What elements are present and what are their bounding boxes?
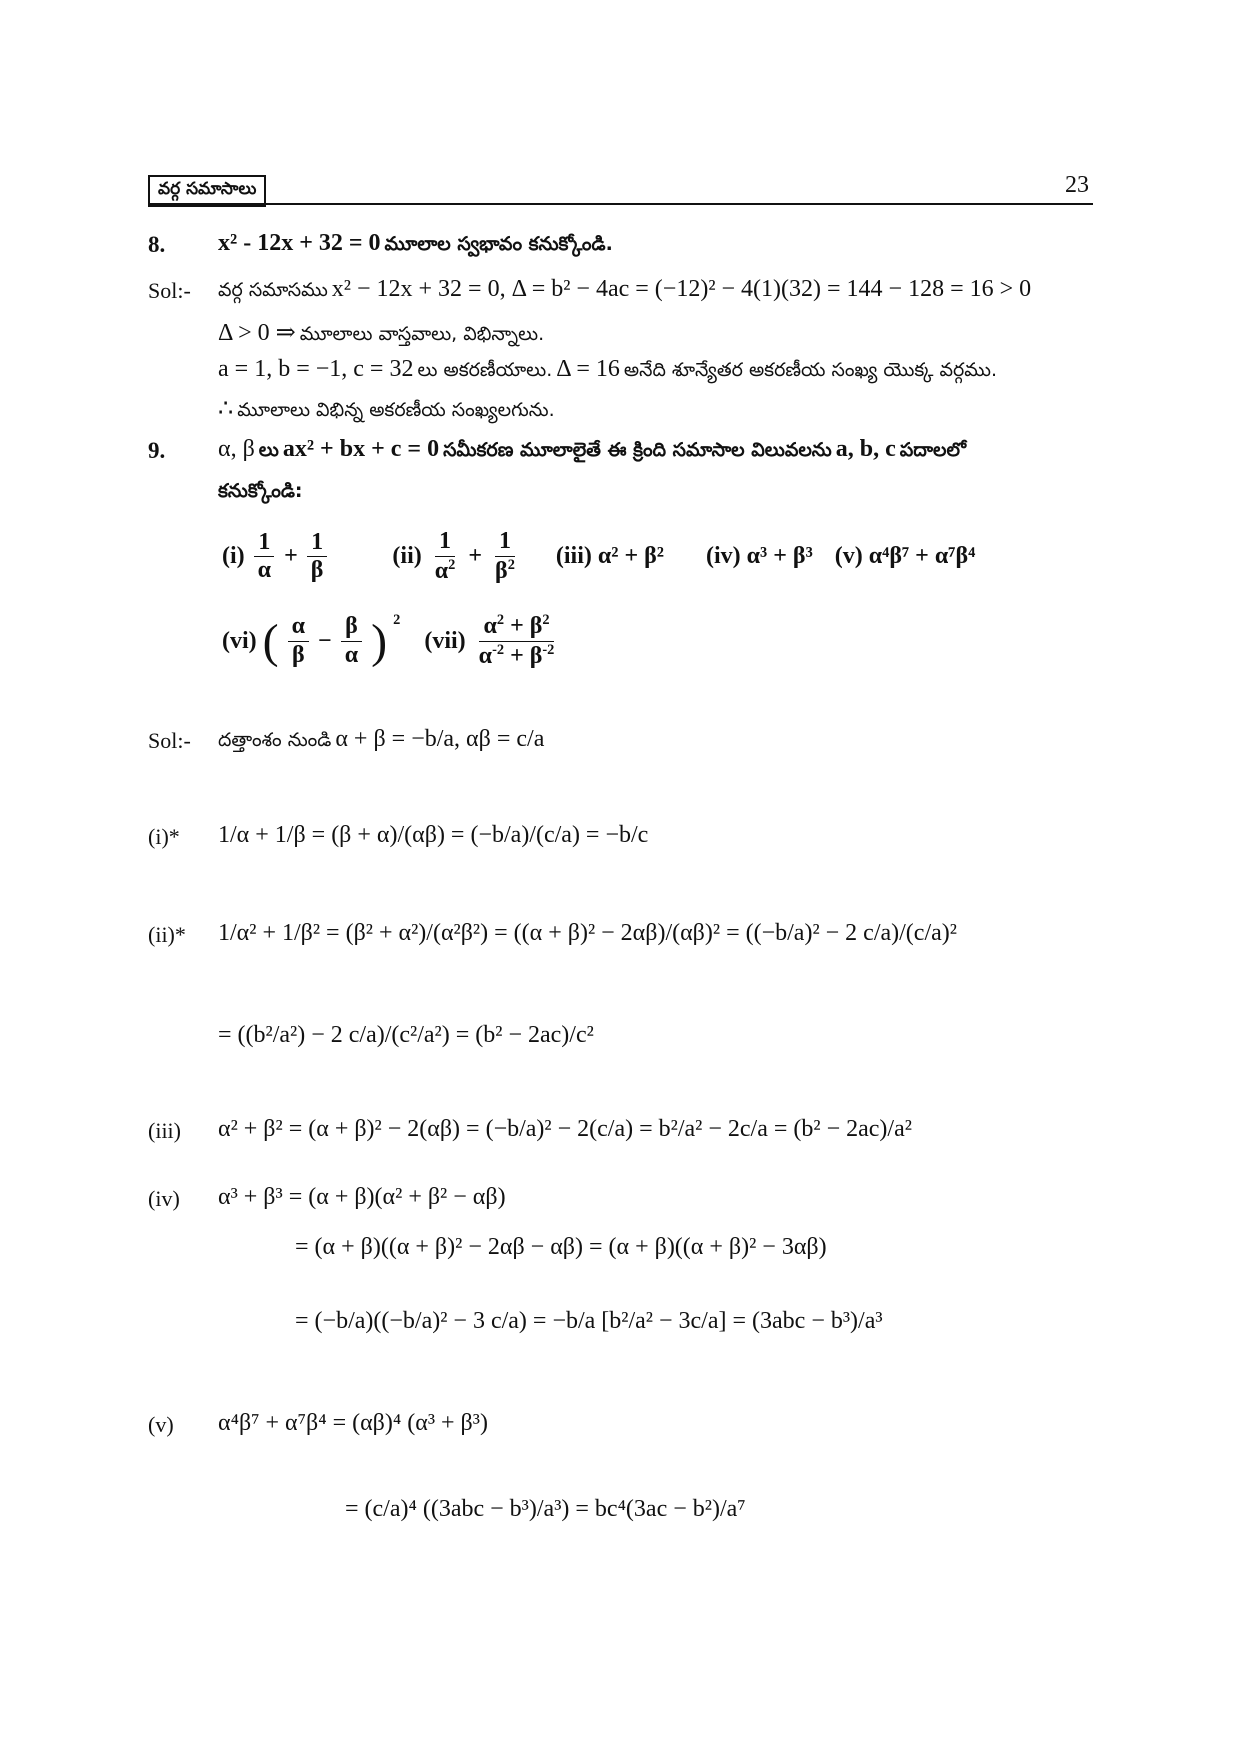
part-ii-frac-1: $\frac{1}{\alpha^2}$ — [434, 528, 456, 584]
q8-sol-text-4: మూలాలు విభిన్న అకరణీయ సంఖ్యలగును. — [237, 399, 555, 421]
part-ii-label: (ii) — [392, 543, 422, 570]
part-i-frac-1: $\frac{1}{\alpha}$ — [254, 529, 275, 585]
sol-i-label: (i)* — [148, 824, 180, 849]
sol-iii-expr: α² + β² = (α + β)² − 2(αβ) = (−b/a)² − 2(c/a) = b²/a² − 2c/a = (b² − 2ac)/a² — [218, 1116, 912, 1142]
sol-v-expr-1: α⁴β⁷ + α⁷β⁴ = (αβ)⁴ (α³ + β³) — [218, 1410, 488, 1436]
sol-iv-label: (iv) — [148, 1186, 180, 1211]
header-rule — [148, 203, 1093, 205]
q8-equation: x² - 12x + 32 = 0 — [218, 230, 381, 256]
page-number: 23 — [1065, 172, 1089, 198]
q8-sol-math-3: a = 1, b = −1, c = 32 — [218, 356, 414, 382]
part-i-frac-2: $\frac{1}{\beta}$ — [307, 529, 328, 585]
q9-math-3: a, b, c — [835, 436, 896, 462]
chapter-title: వర్గ సమాసాలు — [148, 175, 266, 207]
parts-row-2: (vi) ( $\frac{\alpha}{\beta}$ − $\frac{\beta}{\alpha}$ ) $^2$ (vii) $\frac{\alpha^2 + \beta^2}{\alpha^{-2} + \beta^{-2}}$ — [222, 612, 561, 670]
sol-ii-expr-1: 1/α² + 1/β² = (β² + α²)/(α²β²) = ((α + β)² − 2αβ)/(αβ)² = ((−b/a)² − 2 c/a)/(c/a)² — [218, 920, 957, 946]
part-vii-label: (vii) — [424, 627, 466, 654]
question-9-line-2 — [218, 480, 303, 507]
sol-iv-expr-3: = (−b/a)((−b/a)² − 3 c/a) = −b/a [b²/a² − 3c/a] = (3abc − b³)/a³ — [295, 1308, 883, 1334]
part-v-label: (v) — [834, 543, 863, 570]
part-i-label: (i) — [222, 543, 245, 570]
q8-sol-text-3b: అనేది శూన్యేతర అకరణీయ సంఖ్య యొక్క వర్గము. — [623, 359, 997, 381]
part-iii-label: (iii) — [555, 543, 592, 570]
sol-ii-label: (ii)* — [148, 922, 186, 947]
q8-sol-math-3b: Δ = 16 — [556, 356, 620, 382]
q8-sol-label: Sol:- — [148, 278, 191, 303]
question-8-number: 8. — [148, 232, 166, 257]
q9-sol-text: దత్తాంశం నుండి — [218, 729, 332, 751]
sol-iii-label: (iii) — [148, 1118, 181, 1143]
q8-sol-text-3: లు అకరణీయాలు. — [417, 359, 553, 381]
q8-sol-text-1: వర్గ సమాసము — [218, 279, 328, 301]
sol-v-expr-2: = (c/a)⁴ ((3abc − b³)/a³) = bc⁴(3ac − b²)/a⁷ — [345, 1496, 746, 1522]
part-vi-frac-2: $\frac{\beta}{\alpha}$ — [341, 613, 362, 669]
q9-text-3: పదాలలో — [899, 439, 967, 461]
sol-ii-expr-2: = ((b²/a²) − 2 c/a)/(c²/a²) = (b² − 2ac)/c² — [218, 1022, 594, 1048]
question-9-number: 9. — [148, 438, 166, 463]
part-v-expr: α⁴β⁷ + α⁷β⁴ — [868, 543, 976, 570]
part-iv-label: (iv) — [706, 543, 741, 570]
q9-text-1: లు — [258, 439, 279, 461]
therefore-symbol: ∴ — [218, 396, 234, 422]
part-vi-frac-1: $\frac{\alpha}{\beta}$ — [288, 613, 309, 669]
q8-text: మూలాల స్వభావం కనుక్కోండి. — [384, 233, 613, 255]
q8-sol-line-1 — [218, 276, 1031, 306]
sol-iv-expr-1: α³ + β³ = (α + β)(α² + β² − αβ) — [218, 1184, 506, 1210]
q9-math-2: ax² + bx + c = 0 — [282, 436, 440, 462]
q9-sol-given — [218, 726, 544, 756]
sol-v-label: (v) — [148, 1412, 174, 1437]
question-8 — [218, 230, 613, 260]
q9-sol-math: α + β = −b/a, αβ = c/a — [335, 726, 545, 752]
q9-text-2: సమీకరణ మూలాలైతే ఈ క్రింది సమాసాల విలువలను — [443, 439, 832, 461]
q8-sol-line-4 — [218, 394, 555, 426]
part-ii-frac-2: $\frac{1}{\beta^2}$ — [495, 528, 515, 584]
q8-sol-text-2: మూలాలు వాస్తవాలు, విభిన్నాలు. — [299, 323, 545, 345]
part-iii-expr: α² + β² — [597, 543, 664, 570]
q8-sol-line-2 — [218, 318, 544, 350]
parts-row-1: (i) $\frac{1}{\alpha}$ + $\frac{1}{\beta}$ (ii) $\frac{1}{\alpha^2}$ + $\frac{1}{\beta^2}$ (iii) α² + β² (iv) α³ + β³ (v) α⁴β⁷ + α⁷β⁴ — [222, 528, 976, 584]
question-9-line-1 — [218, 436, 966, 466]
part-vii-frac: $\frac{\alpha^2 + \beta^2}{\alpha^{-2} + \beta^{-2}}$ — [478, 612, 555, 669]
q9-sol-label: Sol:- — [148, 728, 191, 753]
q9-text-4: కనుక్కోండి: — [218, 480, 303, 502]
sol-iv-expr-2: = (α + β)((α + β)² − 2αβ − αβ) = (α + β)((α + β)² − 3αβ) — [295, 1234, 827, 1260]
q8-sol-math-2: Δ > 0 ⇒ — [218, 320, 296, 346]
part-vi-label: (vi) — [222, 627, 257, 654]
sol-i-expr: 1/α + 1/β = (β + α)/(αβ) = (−b/a)/(c/a) = −b/c — [218, 822, 649, 848]
q9-math-1: α, β — [218, 436, 255, 462]
part-iv-expr: α³ + β³ — [746, 543, 813, 570]
q8-sol-line-3 — [218, 356, 997, 386]
q8-sol-math-1: x² − 12x + 32 = 0, Δ = b² − 4ac = (−12)² − 4(1)(32) = 144 − 128 = 16 > 0 — [331, 276, 1032, 302]
